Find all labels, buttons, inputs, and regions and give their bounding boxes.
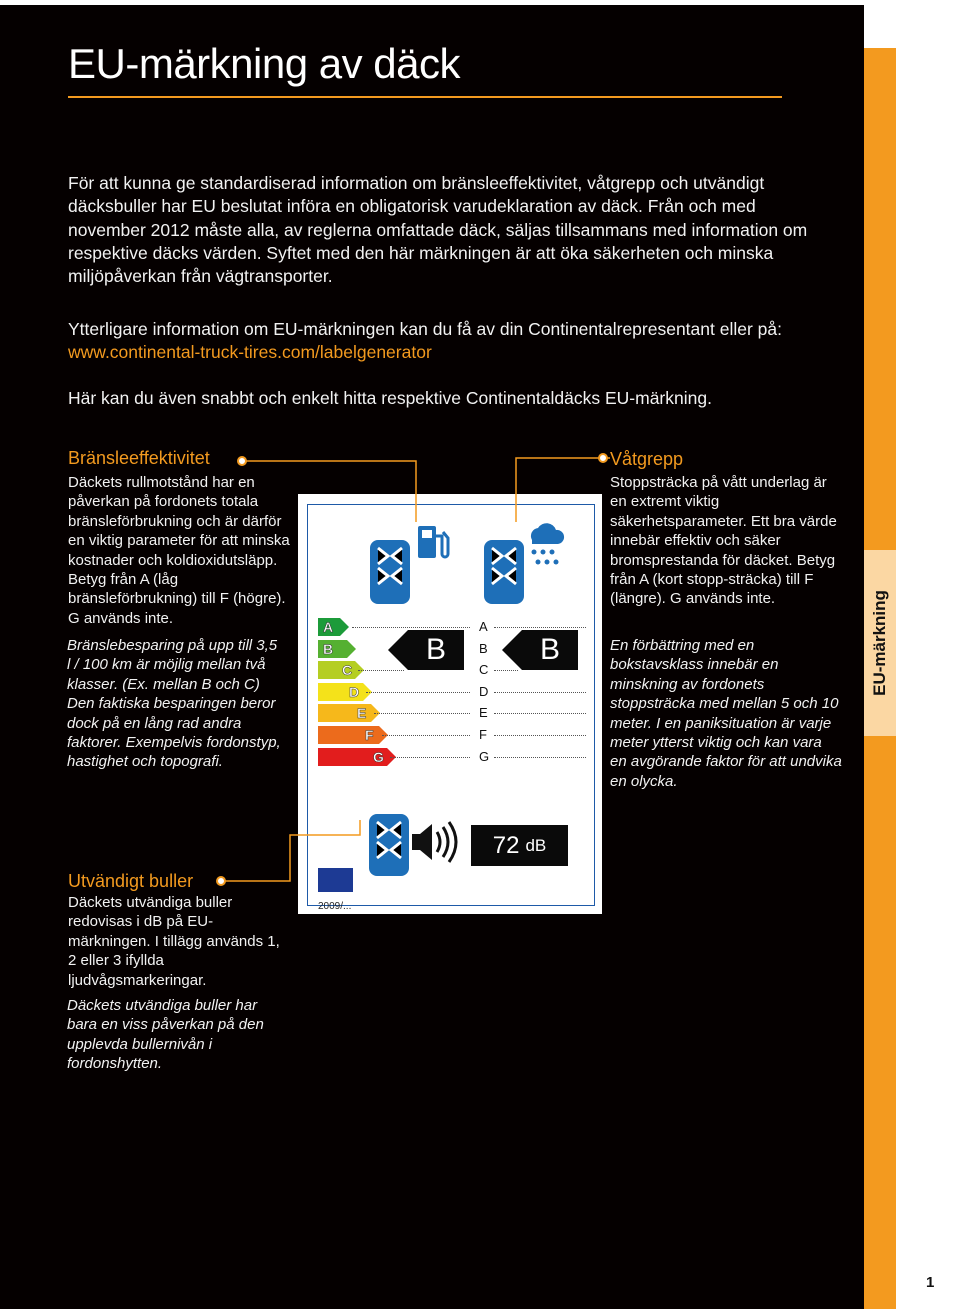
fuel-grade-c: C [318,661,355,679]
page-title: EU-märkning av däck [68,40,460,87]
fuel-dotted-line [366,692,470,693]
wet-note: En förbättring med en bokstavsklass innebär en minskning av fordonets stoppsträcka med mellan 5 och 10 meter. I en paniksituation är varje meter ytterst viktig och kan vara en avgörande faktor för att undvika en olycka. [610,637,842,790]
fuel-grade-g: G [318,748,387,766]
speaker-icon [412,822,456,862]
noise-heading: Utvändigt buller [68,871,194,891]
fuel-pump-icon [418,526,448,558]
wet-grade-b: B [479,641,488,656]
page-number: 1 [926,1274,935,1291]
wet-dotted-line [494,735,586,736]
noise-note: Däckets utvändiga buller har bara en viss påverkan på den upplevda bullernivån i fordonshytten. [67,997,264,1073]
wet-heading: Våtgrepp [610,449,684,469]
fuel-grade-e: E [318,704,371,722]
wet-grade-a: A [479,619,488,634]
fuel-body: Däckets rullmotstånd har en påverkan på fordonets totala bränsleförbrukning och är därför en viktig parameter för att minska kostnader och koldioxidutsläpp. Betyg från A (låg bränsleförbrukning) till F (högre). G används inte. [68,474,290,627]
more-info-text: Ytterligare information om EU-märkningen kan du få av din Continentalrepresentant eller på: [68,319,782,339]
fuel-dotted-line [374,713,470,714]
eu-flag-icon [318,868,353,892]
noise-connector-dot [217,877,225,885]
labelgenerator-link[interactable]: www.continental-truck-tires.com/labelgenerator [68,342,432,363]
wet-grade-c: C [479,662,489,677]
fuel-heading: Bränsleeffektivitet [68,448,210,468]
fuel-dotted-line [352,627,470,628]
fuel-dotted-line [382,735,470,736]
regulation-year: 2009/... [318,901,352,912]
wet-dotted-line [494,670,518,671]
rain-cloud-icon [531,523,564,564]
noise-tyre-icon [369,814,409,876]
noise-value-box [471,825,568,866]
fuel-tyre-icon [370,540,410,604]
wet-grade-d: D [479,684,489,699]
noise-unit: dB [525,835,547,855]
fuel-connector-dot [238,457,246,465]
fuel-rating-indicator: B [408,630,464,670]
wet-rating-indicator: B [522,630,578,670]
fuel-grade-f: F [318,726,379,744]
fuel-dotted-line [358,670,404,671]
wet-connector-dot [599,454,607,462]
wet-dotted-line [494,757,586,758]
side-tab-text: EU-märkning [870,590,890,696]
noise-value: 72 [492,831,520,859]
fuel-note: Bränslebesparing på upp till 3,5 l / 100 km är möjlig mellan två klasser. (Ex. mellan B och C) Den faktiska besparingen beror dock på en lång rad andra faktorer. Exempelvis fordonstyp, hastighet och topografi. [67,637,281,771]
fuel-grade-b: B [318,640,347,658]
wet-dotted-line [494,713,586,714]
wet-grade-g: G [479,749,490,764]
wet-tyre-icon [484,540,524,604]
fuel-grade-d: D [318,683,363,701]
fuel-dotted-line [390,757,470,758]
fast-info-paragraph: Här kan du även snabbt och enkelt hitta respektive Continentaldäcks EU-märkning. [68,388,712,408]
wet-dotted-line [494,692,586,693]
intro-paragraph: För att kunna ge standardiserad information om bränsleeffektivitet, våtgrepp och utvändigt däcksbuller har EU beslutat införa en obligatorisk varudeklaration av däck. Från och med november 2012 måste alla, av reglerna omfattade däck, säljas tillsammans med information om respektive däcks värden. Syftet med den här märkningen är att öka säkerheten och minska miljöpåverkan från vägtransporter. [68,173,808,287]
noise-body: Däckets utvändiga buller redovisas i dB på EU-märkningen. I tillägg används 1, 2 eller 3 ifyllda ljudvågsmarkeringar. [68,894,280,989]
wet-body: Stoppsträcka på vått underlag är en extremt viktig säkerhetsparameter. Ett bra värde innebär effektiv och säker bromsprestanda för däcket. Betyg från A (kort stopp-sträcka) till F (längre). G används inte. [610,474,837,608]
fuel-grade-a: A [318,618,340,636]
wet-dotted-line [494,627,586,628]
wet-grade-f: F [479,727,487,742]
wet-grade-e: E [479,705,488,720]
